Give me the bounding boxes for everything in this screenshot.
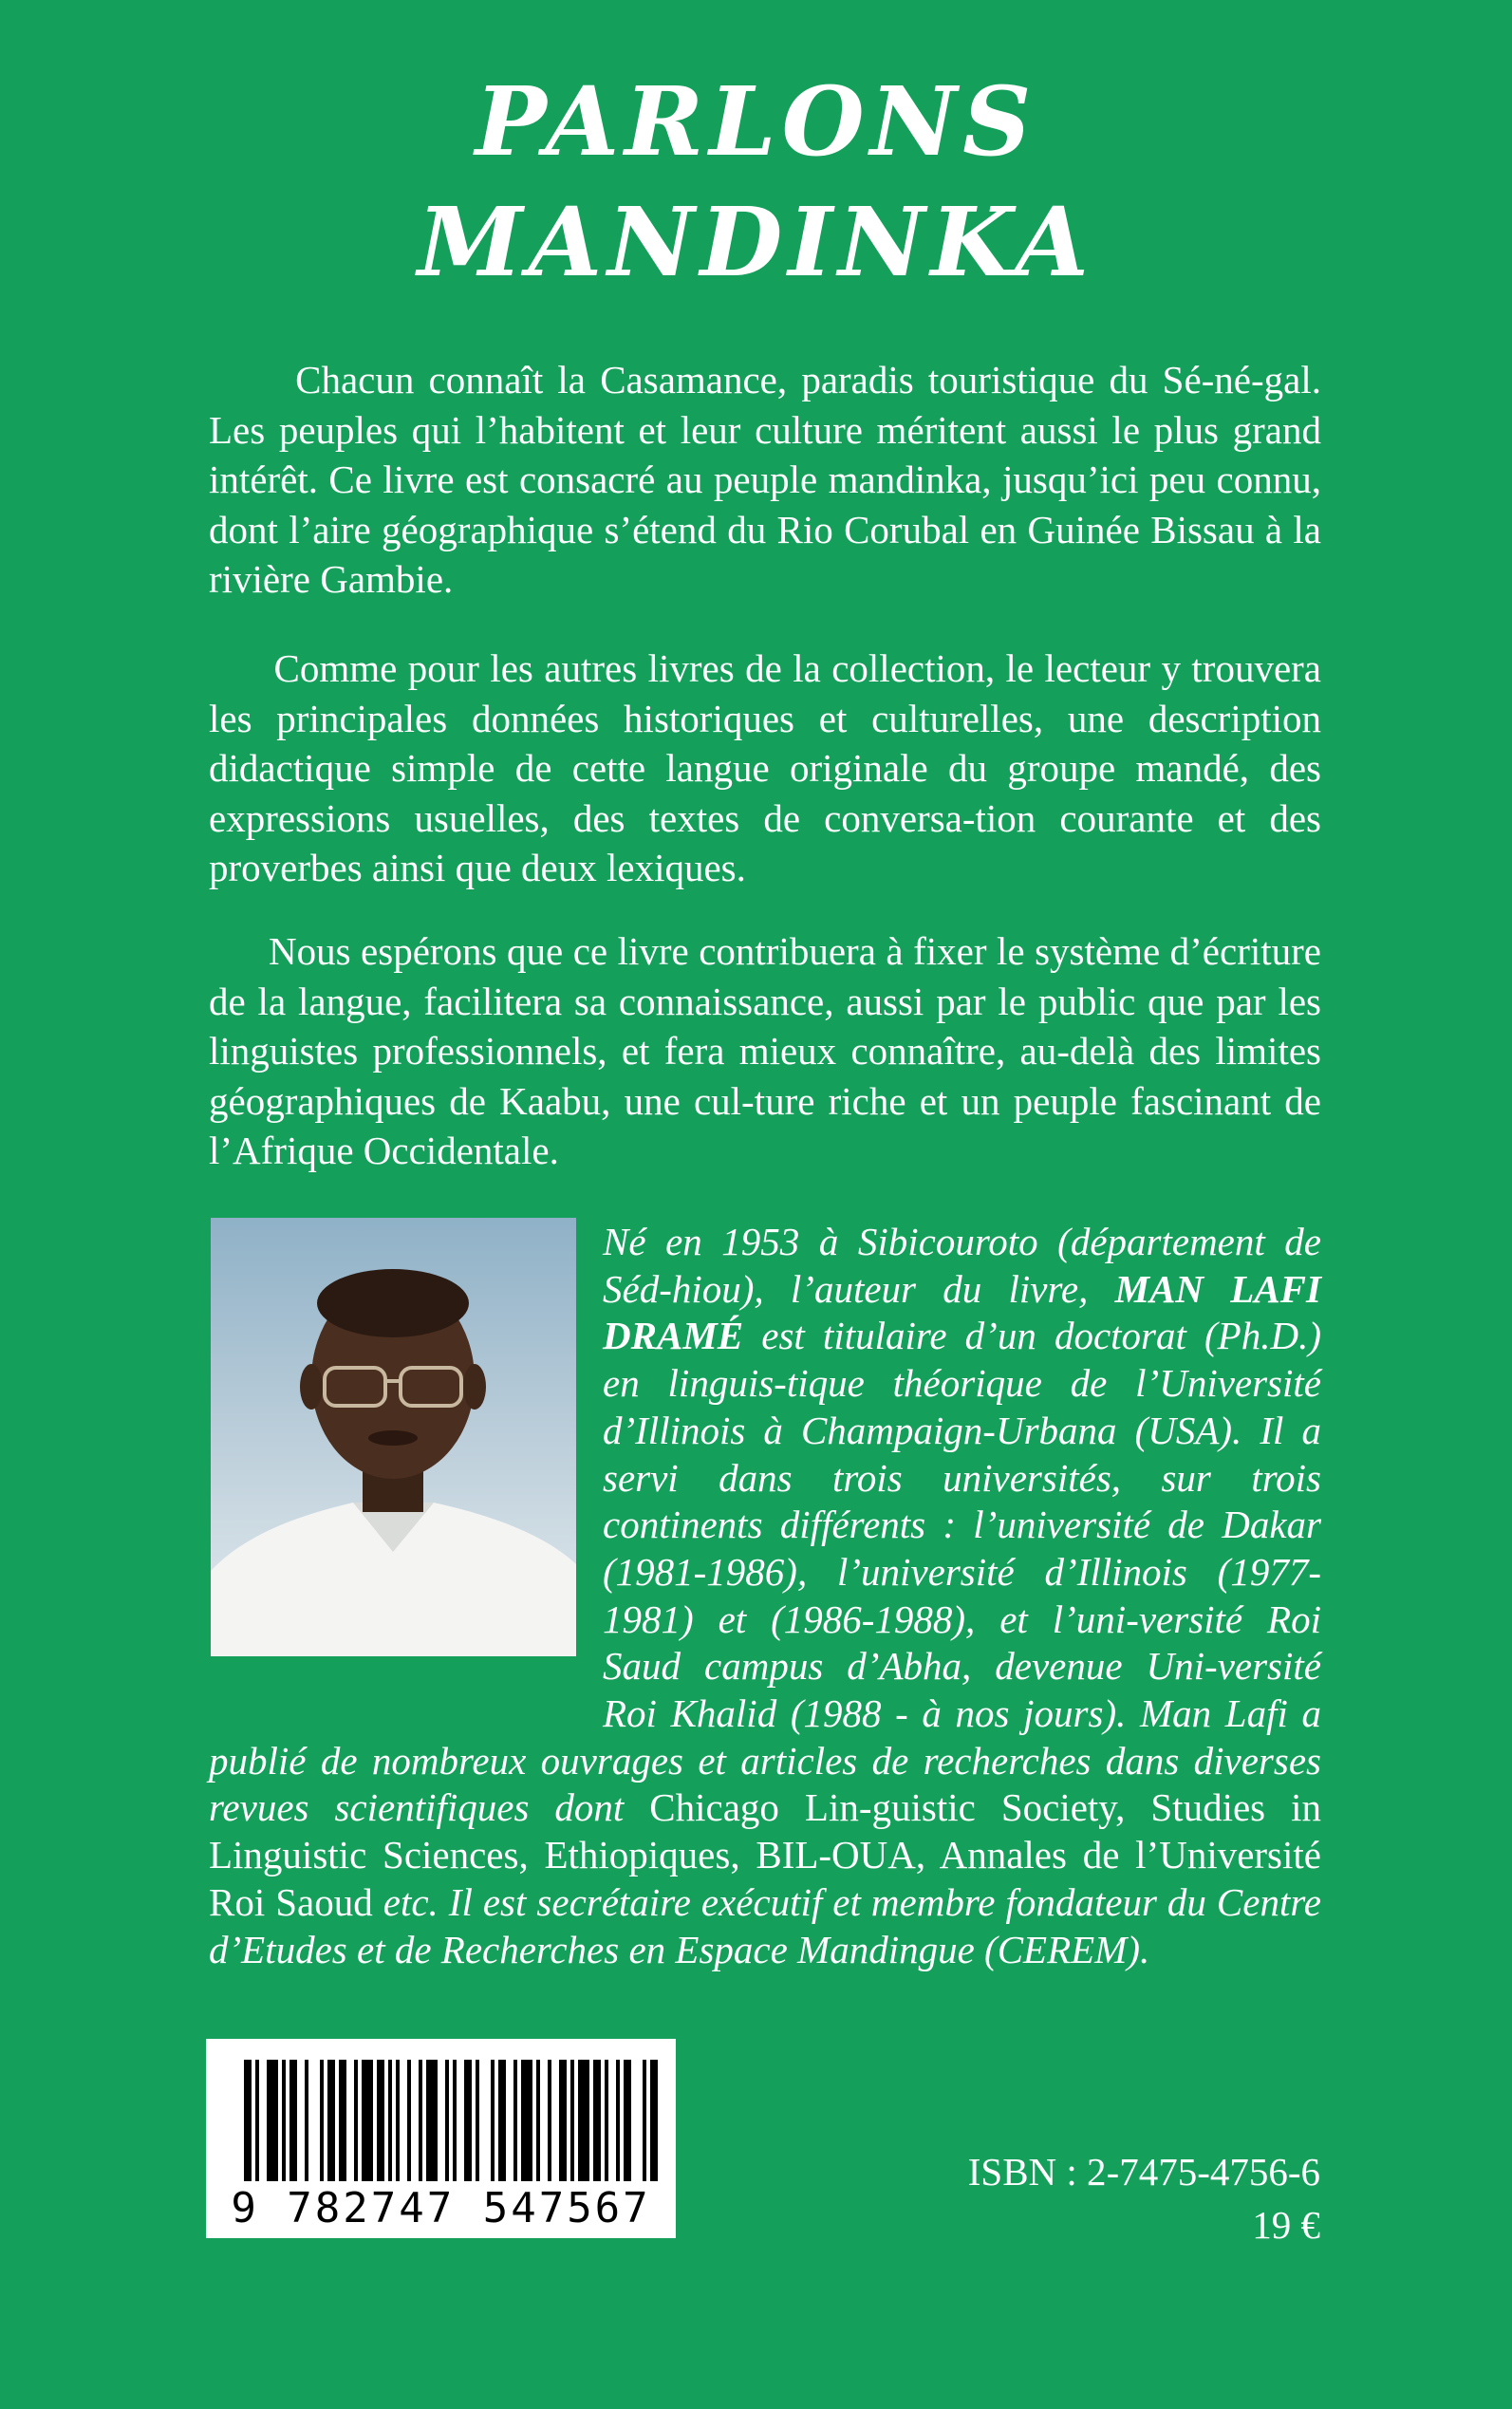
- barcode-bar: [624, 2060, 631, 2181]
- barcode-bar: [548, 2060, 551, 2181]
- barcode-bar: [491, 2060, 495, 2181]
- barcode: [206, 2039, 676, 2238]
- barcode-bar: [426, 2060, 438, 2181]
- barcode-bar: [650, 2060, 658, 2181]
- bio-text-1: Né en 1953 à Sibicouroto (département de Séd-hiou), l’auteur du livre,: [603, 1220, 1321, 1311]
- author-name: MAN LAFI DRAMÉ: [603, 1266, 1321, 1358]
- barcode-bar: [559, 2060, 567, 2181]
- bio-text-2: est titulaire d’un doctorat (Ph.D.) en linguis-tique théorique de l’Université d’Illinois à Champaign-Urbana (USA). Il a servi dans trois universités, sur trois continents différents : l’université de Dakar (1981-1986), l’université d’Illinois (1977-1981) et (1986-1988), et l’uni-versité Roi Saud campus d’Abha, devenue Uni-versité Roi Khalid (1988 - à nos jours). Man Lafi a publié de nombreux ouvrages et articles de recherches dans diverses revues scientifiques dont: [209, 1314, 1321, 1830]
- barcode-bar: [244, 2060, 252, 2181]
- barcode-bar: [362, 2060, 373, 2181]
- paragraph-2: Comme pour les autres livres de la collection, le lecteur y trouvera les principales données historiques et culturelles, une description didactique simple de cette langue originale du groupe mandé, des expressions usuelles, des textes de conversa-tion courante et des proverbes ainsi que deux lexiques.: [209, 646, 1321, 889]
- barcode-bar: [643, 2060, 646, 2181]
- title-line-2: MANDINKA: [417, 186, 1095, 298]
- bio-journals: Chicago Lin-guistic Society, Studies in Linguistic Sciences, Ethiopiques, BIL-OUA, Annales de l’Université Roi Saoud: [209, 1785, 1321, 1924]
- paragraph-1: [209, 355, 1321, 605]
- barcode-bar: [521, 2060, 532, 2181]
- barcode-bar: [498, 2060, 506, 2181]
- title-line-1: PARLONS: [475, 65, 1037, 177]
- barcode-bar: [570, 2060, 574, 2181]
- barcode-bar: [339, 2060, 346, 2181]
- barcode-bar: [255, 2060, 259, 2181]
- barcode-bar: [327, 2060, 335, 2181]
- barcode-bar: [593, 2060, 601, 2181]
- barcode-bar: [388, 2060, 392, 2181]
- barcode-bar: [453, 2060, 457, 2181]
- barcode-bar: [396, 2060, 400, 2181]
- barcode-bar: [536, 2060, 540, 2181]
- price: 19 €: [1252, 2203, 1320, 2247]
- paragraph-1-text: gal. Les peuples qui l’habitent et leur culture méritent aussi le plus grand intérêt. Ce livre est consacré au peuple mandinka, jusqu’ici peu connu, dont l’aire géographique s’étend du Rio Corubal en Guinée Bissau à la rivière Gambie.: [209, 358, 1321, 601]
- barcode-digits: 9 782747 547567: [231, 2184, 651, 2232]
- author-bio: [209, 1219, 1321, 1973]
- barcode-bar: [513, 2060, 517, 2181]
- barcode-bar: [605, 2060, 608, 2181]
- barcode-bar: [616, 2060, 620, 2181]
- paragraph-3: Nous espérons que ce livre contribuera à fixer le système d’écriture de la langue, facilitera sa connaissance, aussi par le public que par les linguistes professionnels, et fera mieux connaître, au-delà des limites géographiques de Kaabu, une cul-ture riche et un peuple fascinant de l’Afrique Occidentale.: [209, 929, 1321, 1172]
- barcode-bar: [320, 2060, 324, 2181]
- barcode-bar: [282, 2060, 286, 2181]
- barcode-bar: [445, 2060, 449, 2181]
- photo-spacer: [209, 1219, 603, 1691]
- barcode-bar: [407, 2060, 411, 2181]
- barcode-bar: [377, 2060, 384, 2181]
- barcode-bar: [267, 2060, 278, 2181]
- barcode-bar: [419, 2060, 422, 2181]
- barcode-bar: [289, 2060, 297, 2181]
- barcode-bar: [578, 2060, 589, 2181]
- isbn: ISBN : 2-7475-4756-6: [967, 2150, 1320, 2194]
- paragraph-1-line-1: Chacun connaît la Casamance, paradis touristique du Sé-né-: [209, 358, 1264, 402]
- barcode-bar: [476, 2060, 479, 2181]
- barcode-icon: [206, 2039, 676, 2191]
- barcode-bar: [305, 2060, 308, 2181]
- barcode-bar: [464, 2060, 472, 2181]
- bio-text-3: etc. Il est secrétaire exécutif et membre fondateur du Centre d’Etudes et de Recherches en Espace Mandingue (CEREM).: [209, 1879, 1321, 1971]
- barcode-bar: [354, 2060, 358, 2181]
